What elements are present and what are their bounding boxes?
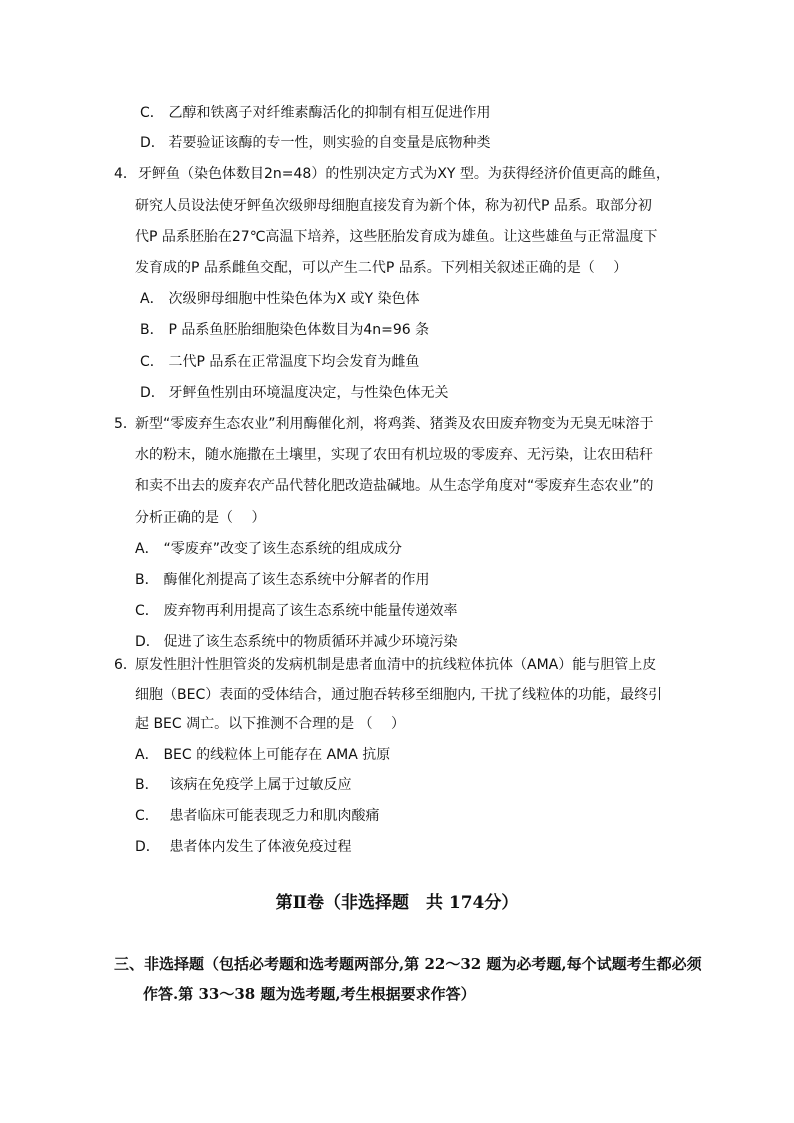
option-text: BEC 的线粒体上可能存在 AMA 抗原 <box>163 747 391 763</box>
q5-option-b <box>135 571 429 589</box>
option-text: 若要验证该酶的专一性，则实验的自变量是底物种类 <box>168 135 491 151</box>
option-label: B． <box>135 572 159 588</box>
q6-option-b <box>135 776 351 794</box>
q5-option-a <box>135 540 402 558</box>
option-text: 患者临床可能表现乏力和肌肉酸痛 <box>169 808 380 824</box>
q5-option-c <box>135 602 457 620</box>
q6-stem-line-3: 起 BEC 凋亡。以下推测不合理的是 （ ） <box>135 716 406 732</box>
option-text: 废弃物再利用提高了该生态系统中能量传递效率 <box>163 603 458 619</box>
q5-stem-line-4: 分析正确的是（ ） <box>135 510 266 526</box>
q5-option-d <box>135 633 457 651</box>
option-text: 二代P 品系在正常温度下均会发育为雌鱼 <box>168 354 420 370</box>
option-text: 乙醇和铁离子对纤维素酶活化的抑制有相互促进作用 <box>168 105 491 121</box>
q4-stem-line-1: 牙鲆鱼（染色体数目2n=48）的性别决定方式为XY 型。为获得经济价值更高的雌鱼， <box>138 166 670 182</box>
part2-title: 第Ⅱ卷（非选择题 共 174分） <box>275 893 519 913</box>
option-label: A． <box>135 747 159 763</box>
q4-option-a <box>140 290 420 308</box>
option-label: C． <box>135 603 159 619</box>
option-label: C． <box>135 808 159 824</box>
q3-option-d <box>140 134 490 152</box>
option-text: 该病在免疫学上属于过敏反应 <box>169 777 352 793</box>
q3-option-c <box>140 104 490 122</box>
option-label: D． <box>140 385 165 401</box>
q6-option-c <box>135 807 379 825</box>
q6-option-d <box>135 838 351 856</box>
option-label: A． <box>135 541 159 557</box>
option-label: C． <box>140 354 164 370</box>
option-text: 次级卵母细胞中性染色体为X 或Y 染色体 <box>168 291 420 307</box>
q5-stem-line-1: 新型“零废弃生态农业”利用酶催化剂，将鸡粪、猪粪及农田废弃物变为无臭无味溶于 <box>135 416 654 432</box>
option-label: A． <box>140 291 164 307</box>
option-label: D． <box>135 839 160 855</box>
q4-stem-line-4: 发育成的P 品系雌鱼交配，可以产生二代P 品系。下列相关叙述正确的是（ ） <box>135 260 628 276</box>
option-text: 酶催化剂提高了该生态系统中分解者的作用 <box>163 572 430 588</box>
option-label: D． <box>135 634 160 650</box>
q4-number: 4． <box>114 166 137 182</box>
q4-option-d <box>140 384 448 402</box>
q4-option-c <box>140 353 419 371</box>
q5-stem-line-2: 水的粉末，随水施撒在土壤里，实现了农田有机垃圾的零废弃、无污染，让农田秸秆 <box>135 447 653 463</box>
option-text: “零废弃”改变了该生态系统的组成成分 <box>163 541 402 557</box>
q4-stem-line-3: 代P 品系胚胎在27℃高温下培养，这些胚胎发育成为雄鱼。让这些雄鱼与正常温度下 <box>135 229 658 245</box>
q6-option-a <box>135 746 390 764</box>
q6-number: 6． <box>114 657 137 673</box>
q6-stem-line-1: 原发性胆汁性胆管炎的发病机制是患者血清中的抗线粒体抗体（AMA）能与胆管上皮 <box>135 657 657 673</box>
section3-instructions-line-2: 作答.第 33～38 题为选考题,考生根据要求作答） <box>143 985 476 1003</box>
q5-number: 5． <box>114 416 137 432</box>
q4-option-b <box>140 321 429 339</box>
option-label: C． <box>140 105 164 121</box>
option-text: 患者体内发生了体液免疫过程 <box>169 839 352 855</box>
option-text: 牙鲆鱼性别由环境温度决定，与性染色体无关 <box>168 385 449 401</box>
option-label: D． <box>140 135 165 151</box>
section3-instructions-line-1: 三、非选择题（包括必考题和选考题两部分,第 22～32 题为必考题,每个试题考生都必须 <box>114 955 702 973</box>
option-text: 促进了该生态系统中的物质循环并减少环境污染 <box>163 634 458 650</box>
option-text: P 品系鱼胚胎细胞染色体数目为4n=96 条 <box>168 322 430 338</box>
q6-stem-line-2: 细胞（BEC）表面的受体结合，通过胞吞转移至细胞内, 干扰了线粒体的功能，最终引 <box>135 687 663 703</box>
q4-stem-line-2: 研究人员设法使牙鲆鱼次级卵母细胞直接发育为新个体，称为初代P 品系。取部分初 <box>135 198 652 214</box>
option-label: B． <box>135 777 159 793</box>
option-label: B． <box>140 322 164 338</box>
q5-stem-line-3: 和卖不出去的废弃农产品代替化肥改造盐碱地。从生态学角度对“零废弃生态农业”的 <box>135 478 654 494</box>
